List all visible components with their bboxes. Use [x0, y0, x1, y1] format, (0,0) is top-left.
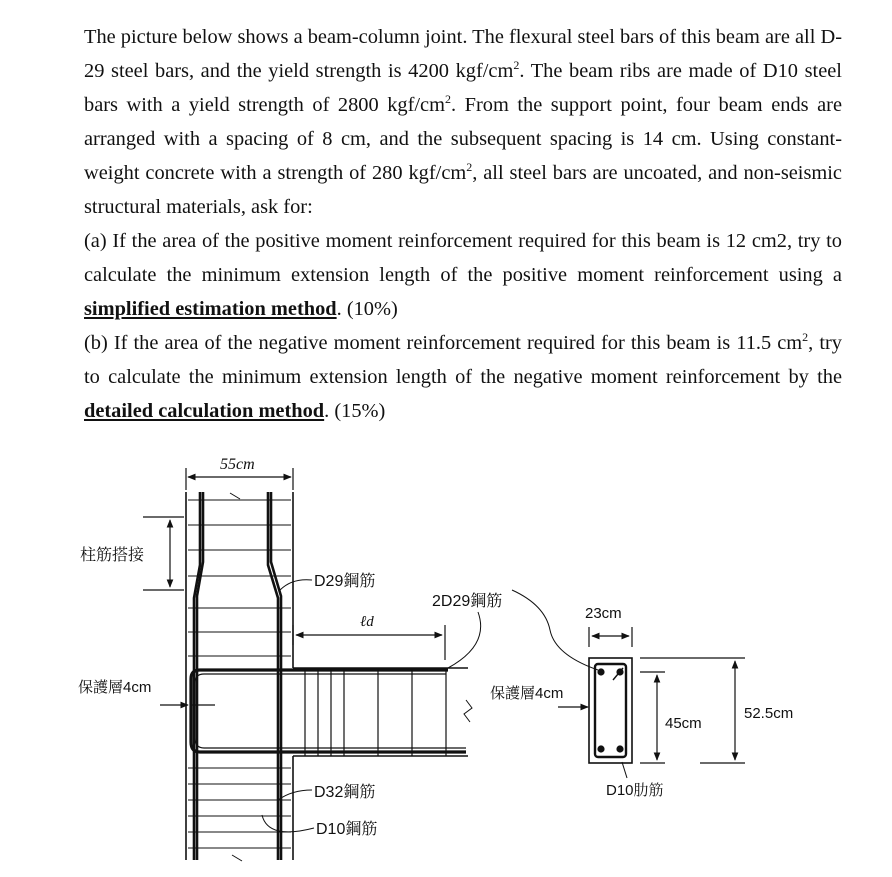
section-bottom-bar-left [597, 745, 604, 752]
section-stirrup [595, 664, 626, 757]
depth-total-label: 52.5cm [744, 705, 794, 722]
splice-dimension [143, 517, 184, 590]
beam-column-joint-figure [0, 440, 892, 877]
part-b-text: (b) If the area of the negative moment reinforcement required for this beam is 11.5 cm [84, 332, 803, 354]
beam-top-bar [191, 670, 466, 752]
superscript-2: 2 [466, 160, 473, 175]
superscript-2: 2 [802, 330, 809, 345]
part-b-points: . (15%) [324, 400, 386, 422]
section-top-bar-left [597, 668, 604, 675]
depth-52-dimension [640, 658, 745, 763]
column-bars [194, 492, 281, 860]
problem-statement [84, 20, 842, 428]
depth-45-dimension [640, 672, 665, 763]
ld-dimension [293, 625, 445, 660]
beam-width-dimension [589, 627, 632, 647]
d10-label: D10鋼筋 [316, 821, 378, 838]
cover-section-label: 保護層4cm [490, 685, 564, 702]
break-mark-top [230, 493, 240, 499]
intro-text-3: . From the support point, four beam ends are arranged with a spacing of 8 cm, and the subsequent spacing is 14 cm. Using constant-weight concrete with a strength of 280 kgf/cm [84, 94, 842, 184]
superscript-2: 2 [513, 58, 520, 73]
intro-text-4: , all steel bars are uncoated, and non-seismic structural materials, ask for: [84, 162, 842, 218]
part-a-points: . (10%) [336, 298, 398, 320]
part-a-text: (a) If the area of the positive moment reinforcement required for this beam is 12 cm2, try to calculate the minimum extension length of the positive moment reinforcement using a [84, 230, 842, 286]
beam-outline [293, 668, 468, 756]
cover-left-label: 保護層4cm [78, 679, 152, 696]
intro-text-2: . The beam ribs are made of D10 steel bars with a yield strength of 2800 kgf/cm [84, 60, 842, 116]
d32-leader [278, 790, 312, 800]
beam-width-label: 23cm [585, 605, 622, 622]
part-b-method: detailed calculation method [84, 400, 325, 422]
break-mark-bottom [232, 855, 242, 861]
d29-leader [280, 580, 312, 590]
d10-leader [262, 815, 314, 832]
splice-label: 柱筋搭接 [80, 547, 145, 564]
depth-effective-label: 45cm [665, 715, 702, 732]
d29-label: D29鋼筋 [314, 573, 376, 590]
stirrup-leader [622, 762, 627, 778]
part-a [84, 224, 842, 326]
two-d29-label: 2D29鋼筋 [432, 593, 503, 610]
ld-label: ℓd [360, 614, 374, 630]
part-b [84, 326, 842, 428]
d32-label: D32鋼筋 [314, 784, 376, 801]
two-d29-leader-beam [448, 612, 481, 668]
beam-stirrups [305, 668, 446, 756]
two-d29-leader-section [512, 590, 598, 670]
section-bottom-bar-right [616, 745, 623, 752]
column-width-label: 55cm [220, 456, 255, 473]
part-a-method: simplified estimation method [84, 298, 337, 320]
beam-break-mark [464, 700, 472, 722]
superscript-2: 2 [444, 92, 451, 107]
intro-text-1: The picture below shows a beam-column joint. The flexural steel bars of this beam are all D-29 steel bars, and the yield strength is 4200 kgf/cm [84, 26, 842, 82]
stirrup-label: D10肋筋 [606, 782, 664, 799]
part-b-text-2: , try to calculate the minimum extension length of the negative moment reinforcement by the [84, 332, 842, 388]
problem-intro [84, 20, 842, 224]
